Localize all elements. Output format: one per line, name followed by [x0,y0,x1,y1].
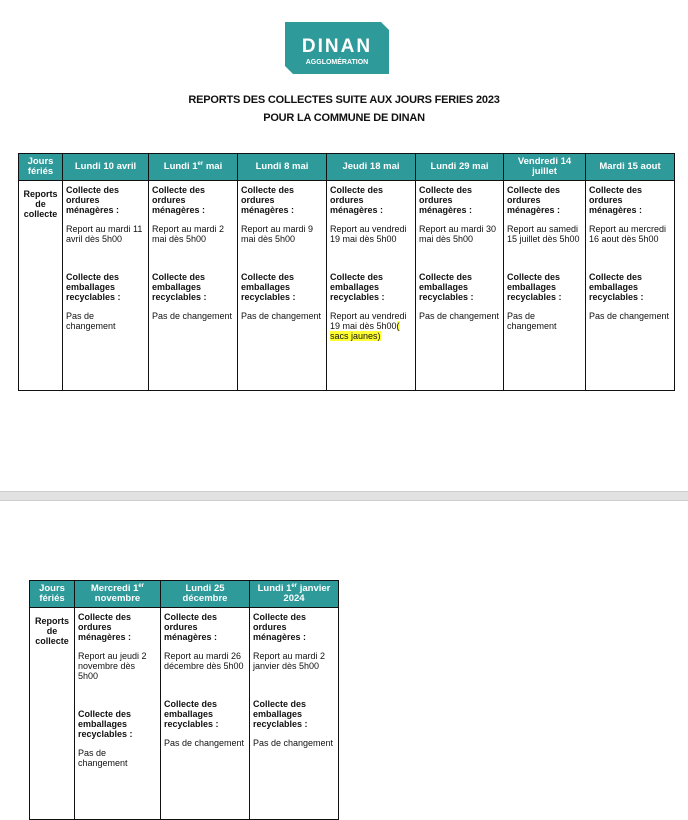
recycling-value-text: Pas de changement [78,748,128,768]
holiday-date-header [161,581,250,608]
holiday-date-header [504,154,586,181]
holiday-date-suffix: er [138,582,145,589]
household-waste-value: Report au vendredi 19 mai dès 5h00 [330,224,407,244]
holiday-date: Lundi 10 avril [74,161,137,172]
recycling-label: Collecte des emballages recyclables : [253,699,308,729]
collection-cell [161,608,250,820]
row-label: Reports de collecte [30,608,75,820]
household-waste-value: Report au mardi 11 avril dès 5h00 [66,224,143,244]
holiday-date-header [586,154,675,181]
recycling-value [253,738,335,748]
recycling-value-text: Pas de changement [66,311,116,331]
recycling-label: Collecte des emballages recyclables : [419,272,474,302]
logo-sub: AGGLOMÉRATION [305,59,369,66]
dinan-agglomeration-logo [285,22,389,74]
household-waste-label: Collecte des ordures ménagères : [241,185,295,215]
holiday-date-header [238,154,327,181]
holiday-table-1 [18,153,675,391]
household-waste-value: Report au mardi 30 mai dès 5h00 [419,224,497,244]
recycling-value-text: Pas de changement [589,311,670,321]
household-waste-value: Report au jeudi 2 novembre dès 5h00 [78,651,147,681]
household-waste-value: Report au mardi 2 mai dès 5h00 [152,224,225,244]
holiday-date-header [75,581,161,608]
collection-cell [250,608,339,820]
recycling-value-text: Pas de changement [164,738,245,748]
recycling-label: Collecte des emballages recyclables : [507,272,562,302]
recycling-value [419,311,500,321]
recycling-value-text: Pas de changement [253,738,334,748]
household-waste-value: Report au mercredi 16 aout dès 5h00 [589,224,667,244]
page-divider [0,491,688,501]
recycling-label: Collecte des emballages recyclables : [78,709,133,739]
row-label: Reports de collecte [19,181,63,391]
household-waste-label: Collecte des ordures ménagères : [78,612,132,642]
recycling-value [507,311,582,331]
holiday-date-rest: mai [203,161,223,172]
collection-cell [327,181,416,391]
collection-cell [149,181,238,391]
collection-cell [75,608,161,820]
holiday-date: Mardi 15 aout [599,161,661,172]
holiday-date: Vendredi 14 juillet [517,156,572,177]
recycling-value [330,311,412,341]
collection-cell [504,181,586,391]
recycling-value-text: Pas de changement [152,311,233,321]
recycling-value [66,311,145,331]
household-waste-label: Collecte des ordures ménagères : [66,185,120,215]
recycling-label: Collecte des emballages recyclables : [152,272,207,302]
holiday-date: Lundi 29 mai [430,161,489,172]
recycling-highlight: ( sacs jaunes) [330,321,400,341]
recycling-value-text: Pas de changement [419,311,500,321]
household-waste-label: Collecte des ordures ménagères : [589,185,643,215]
logo-name: DINAN [301,36,373,57]
holiday-date-header [63,154,149,181]
holiday-date: Jeudi 18 mai [342,161,400,172]
collection-cell [416,181,504,391]
household-waste-value: Report au mardi 26 décembre dès 5h00 [164,651,244,671]
holiday-date-header [416,154,504,181]
holiday-table-2 [29,580,339,820]
household-waste-label: Collecte des ordures ménagères : [253,612,307,642]
household-waste-label: Collecte des ordures ménagères : [419,185,473,215]
recycling-value [589,311,671,321]
recycling-value [152,311,234,321]
holiday-date-suffix: er [291,582,298,589]
household-waste-label: Collecte des ordures ménagères : [330,185,384,215]
holiday-date: Lundi 1 [163,161,198,172]
holiday-date-header [149,154,238,181]
household-waste-label: Collecte des ordures ménagères : [164,612,218,642]
holiday-date-rest: janvier 2024 [283,583,331,604]
holiday-date-header [327,154,416,181]
recycling-value-text: Pas de changement [507,311,557,331]
holiday-date-header [250,581,339,608]
recycling-value [164,738,246,748]
recycling-label: Collecte des emballages recyclables : [241,272,296,302]
holiday-date-rest: novembre [94,593,141,604]
holiday-date-suffix: er [197,160,204,167]
document-subtitle: POUR LA COMMUNE DE DINAN [263,112,425,124]
recycling-value-text: Pas de changement [241,311,322,321]
holiday-date: Lundi 8 mai [255,161,309,172]
corner-header: Jours fériés [19,154,63,181]
holiday-date: Lundi 25 décembre [182,583,228,604]
household-waste-value: Report au samedi 15 juillet dès 5h00 [507,224,580,244]
household-waste-label: Collecte des ordures ménagères : [507,185,561,215]
household-waste-label: Collecte des ordures ménagères : [152,185,206,215]
recycling-label: Collecte des emballages recyclables : [164,699,219,729]
collection-cell [63,181,149,391]
holiday-date: Mercredi 1 [90,583,139,594]
recycling-label: Collecte des emballages recyclables : [66,272,121,302]
recycling-value [78,748,157,768]
recycling-value-text: Report au vendredi 19 mai dès 5h00 [330,311,407,331]
household-waste-value: Report au mardi 9 mai dès 5h00 [241,224,314,244]
collection-cell [586,181,675,391]
recycling-value [241,311,323,321]
household-waste-value: Report au mardi 2 janvier dès 5h00 [253,651,326,671]
corner-header: Jours fériés [30,581,75,608]
recycling-label: Collecte des emballages recyclables : [330,272,385,302]
collection-cell [238,181,327,391]
holiday-date: Lundi 1 [257,583,292,594]
recycling-label: Collecte des emballages recyclables : [589,272,644,302]
document-title: REPORTS DES COLLECTES SUITE AUX JOURS FERIES 2023 [188,94,500,106]
